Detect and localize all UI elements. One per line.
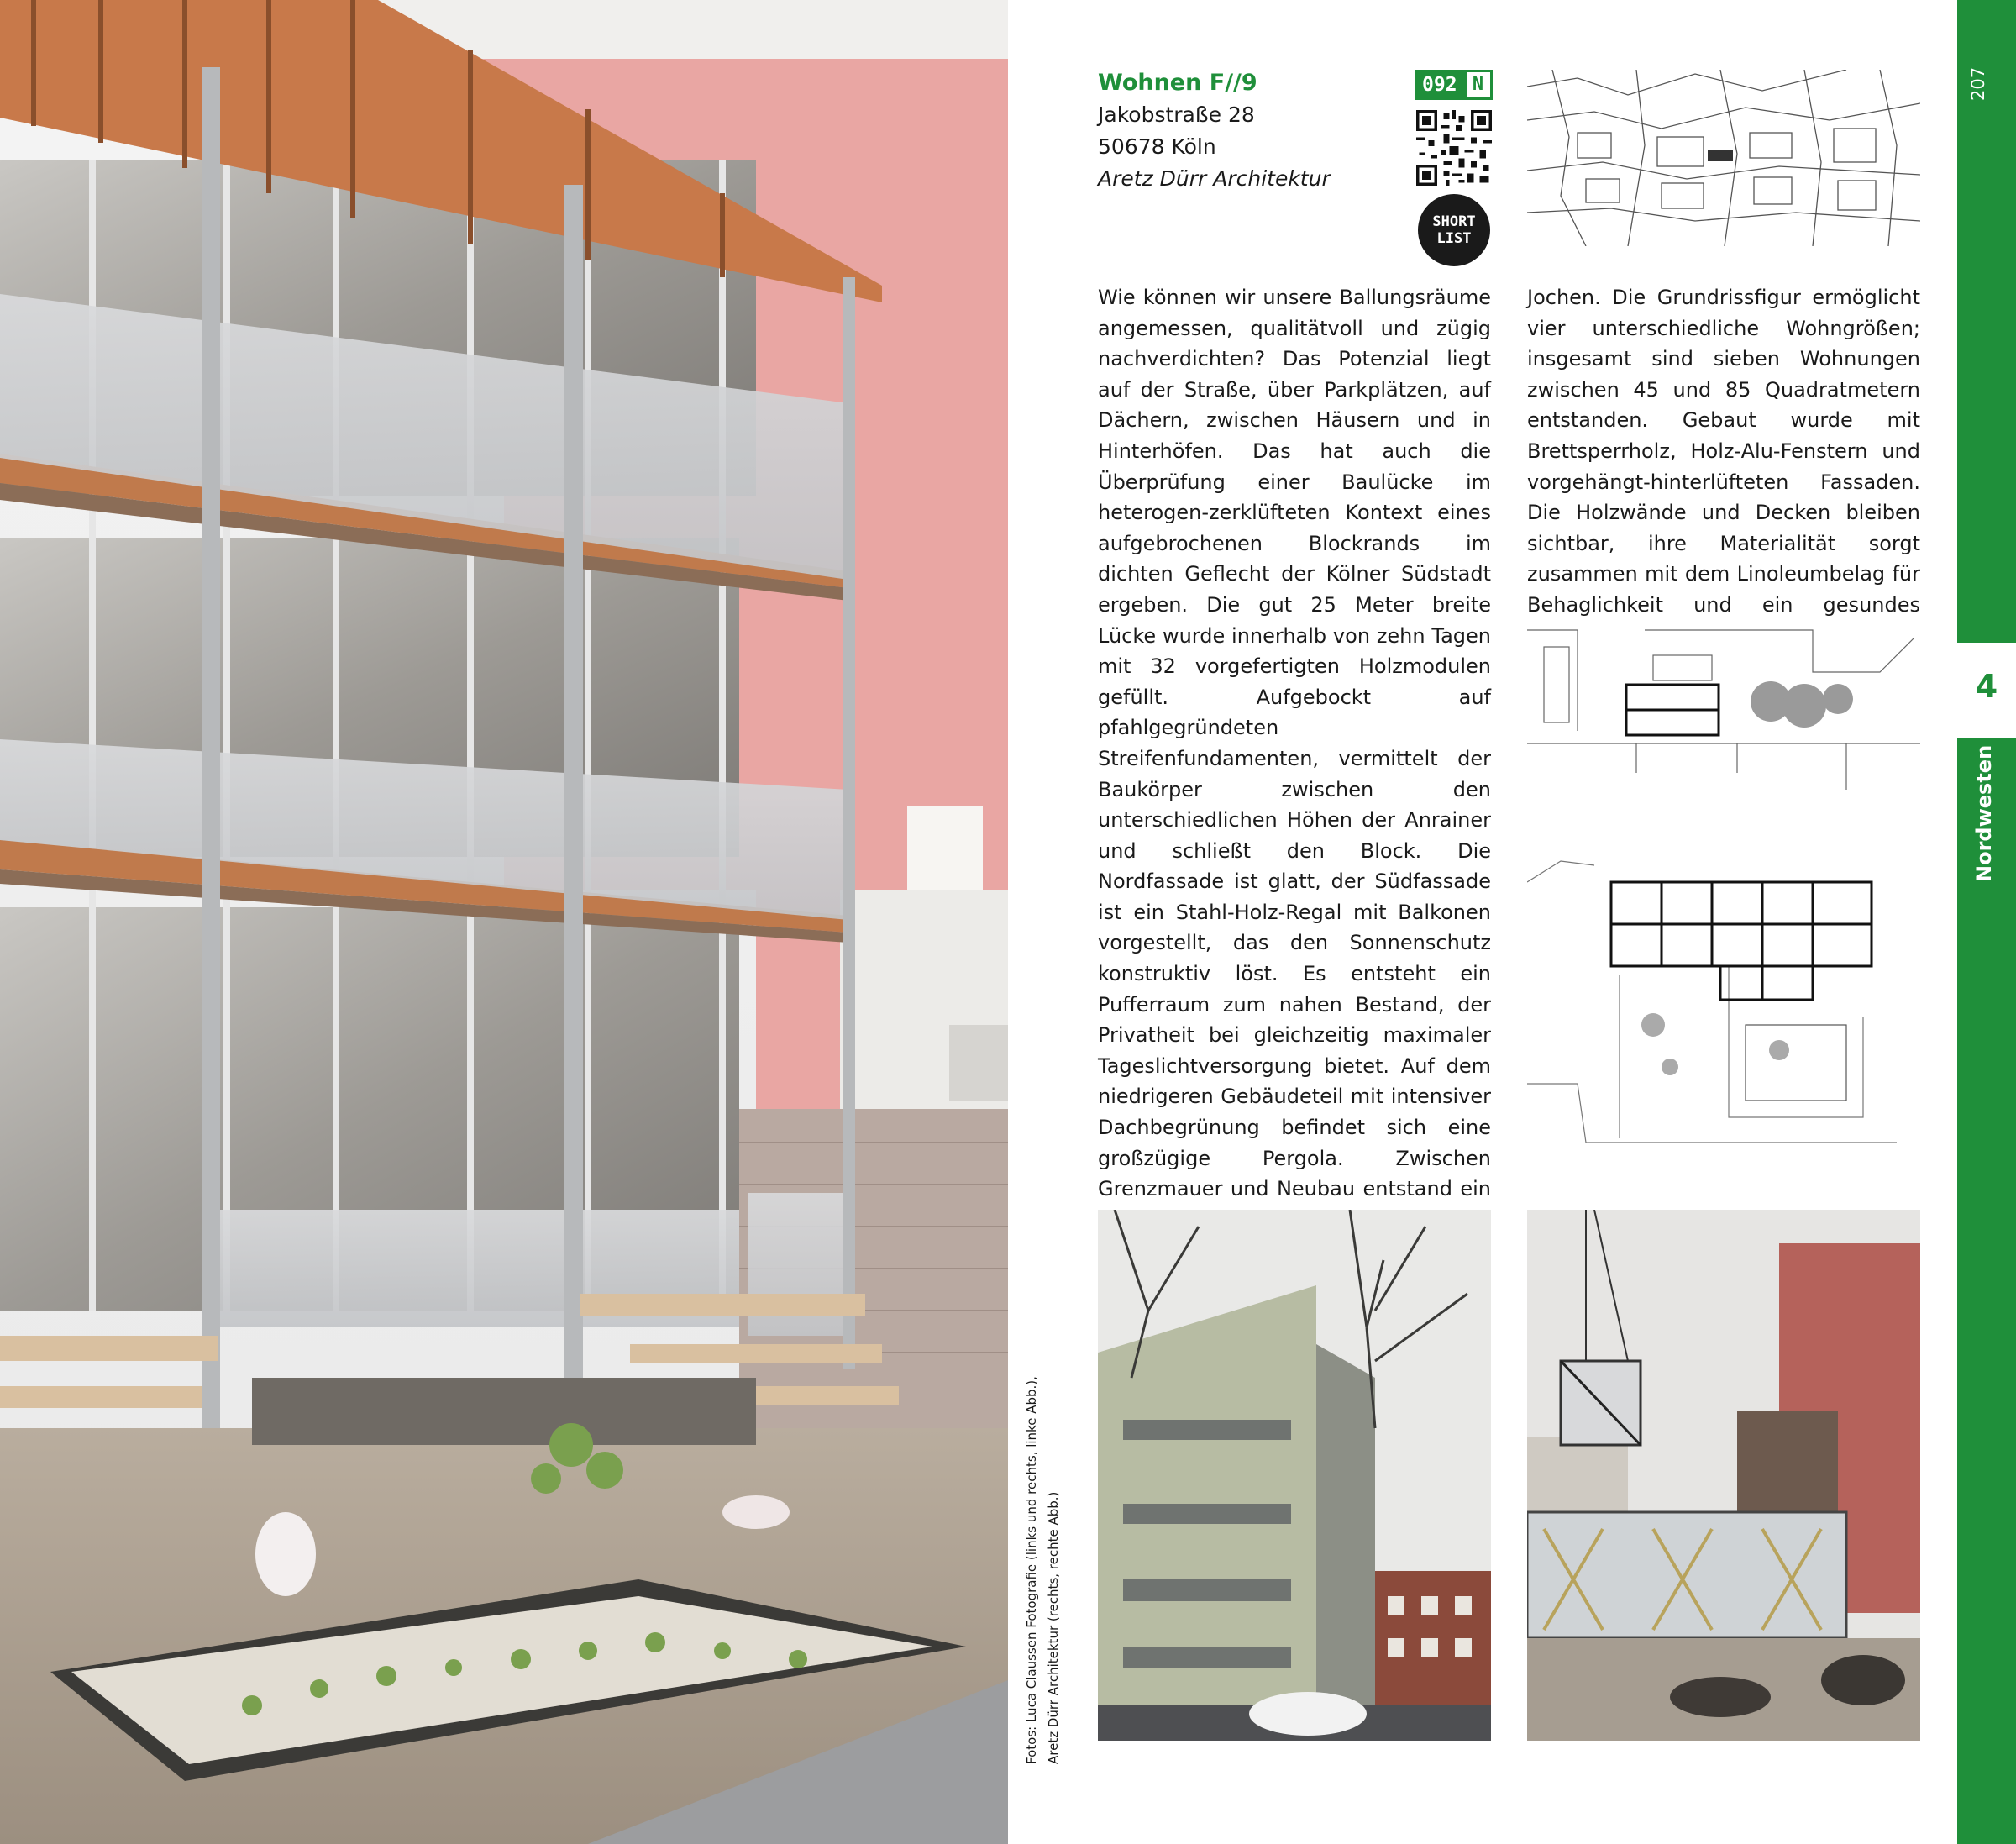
- photo-credits-line2: Aretz Dürr Architektur (rechts, rechte Abb.): [1046, 1491, 1061, 1764]
- project-city: 50678 Köln: [1098, 134, 1216, 159]
- site-plan-drawing: [1527, 70, 1920, 246]
- body-text-right: Jochen. Die Grundrissfigur ermöglicht vier unterschiedliche Wohngrößen; insgesamt sind sieben Wohnungen zwischen 45 und 85 Quadratmetern entstanden. Gebaut wurde mit Brettsperrholz, Holz-Alu-Fenstern und vorgehängt-hinterlüfteten Fassaden. Die Holzwände und Decken bleiben sichtbar, ihre Materialität sorgt zusammen mit dem Linoleumbelag für Behaglichkeit und ein gesundes Wohnklima.: [1527, 286, 1920, 648]
- page-number: 207: [1968, 66, 1988, 101]
- project-code-number: 092: [1415, 70, 1464, 100]
- project-architect: Aretz Dürr Architektur: [1098, 166, 1331, 191]
- region-label: Nordwesten: [1972, 744, 1996, 882]
- chapter-bar-bottom: [1957, 738, 2016, 1844]
- shortlist-line1: SHORT: [1432, 213, 1476, 230]
- shortlist-badge: [1418, 194, 1490, 266]
- qr-code-icon[interactable]: [1416, 110, 1492, 186]
- photo-credits-line1: Fotos: Luca Claussen Fotografie (links und rechts, linke Abb.),: [1024, 1376, 1039, 1764]
- shortlist-line2: LIST: [1436, 230, 1472, 247]
- photo-module-installation: [1527, 1210, 1920, 1741]
- project-street: Jakobstraße 28: [1098, 102, 1255, 127]
- photo-credits: [1021, 1227, 1064, 1764]
- section-drawing: [1527, 622, 1920, 790]
- floor-plan-drawing: [1527, 832, 1920, 1147]
- project-code-badge: [1415, 70, 1493, 100]
- project-code-letter: N: [1464, 70, 1493, 100]
- body-text-left: Wie können wir unsere Ballungsräume angemessen, qualitätvoll und zügig nachverdichten? Das Potenzial liegt auf der Straße, über Parkplätzen, auf Dächern, zwischen Häusern und in Hinterhöfen. Das hat auch die Überprüfung einer Baulücke im heterogen-zerklüfteten Kontext eines aufgebrochenen Blockrands im dichten Geflecht der Kölner Südstadt ergeben. Die gut 25 Meter breite Lücke wurde innerhalb von zehn Tagen mit 32 vorgefertigten Holzmodulen gefüllt. Aufgebockt auf pfahlgegründeten Streifenfundamenten, vermittelt der Baukörper zwischen den unterschiedlichen Höhen der Anrainer und schließt den Block. Die Nordfassade ist glatt, der Südfassade ist ein Stahl-Holz-Regal mit Balkonen vorgestellt, das den Sonnenschutz konstruktiv löst. Es entsteht ein Pufferraum zum nahen Bestand, der Privatheit bei gleichzeitig maximaler Tageslichtversorgung bietet. Auf dem niedrigeren Gebäudeteil mit intensiver Dachbegrünung befindet sich eine großzügige Pergola. Zwischen Grenzmauer und Neubau entstand ein: [1098, 286, 1491, 1201]
- photo-north-facade: [1098, 1210, 1491, 1741]
- chapter-number: 4: [1975, 668, 1998, 705]
- project-title: Wohnen F//9: [1098, 70, 1257, 96]
